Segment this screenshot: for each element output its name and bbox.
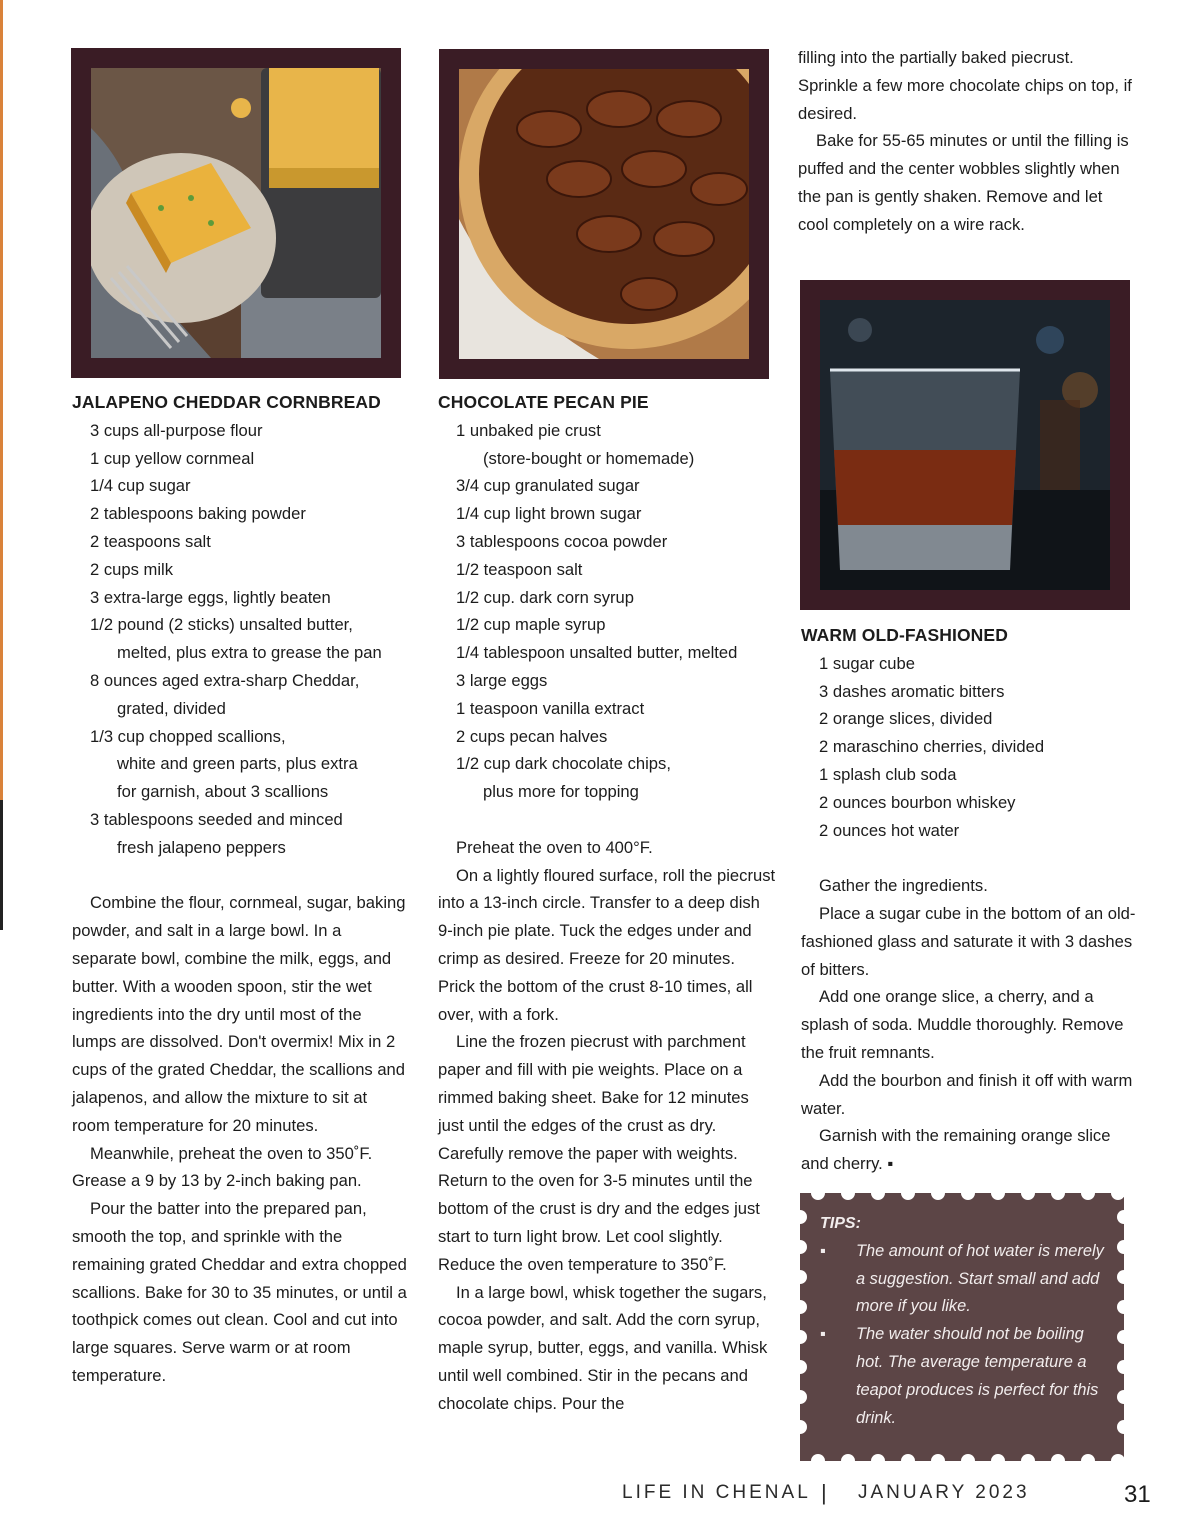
oldfashioned-ingredients (801, 650, 1136, 845)
ingredient: 2 cups milk (90, 559, 173, 579)
pie-step-cont-1: filling into the partially baked piecrust. Sprinkle a few more chocolate chips on top, if desired. (798, 48, 1132, 123)
ingredient: 8 ounces aged extra-sharp Cheddar, grated, divided (90, 670, 360, 718)
cornbread-recipe (72, 389, 407, 1390)
pie-step-4: In a large bowl, whisk together the sugars, cocoa powder, and salt. Add the corn syrup, maple syrup, butter, eggs, and vanilla. Whisk until well combined. Stir in the pecans and chocolate chips. Pour the (438, 1282, 768, 1413)
old-fashioned-image (820, 300, 1110, 590)
cornbread-photo (71, 48, 401, 378)
tip-item: ▪ The water should not be boiling hot. The average temperature a teapot produces is perfect for this drink. (820, 1321, 1104, 1432)
ingredient: 3 dashes aromatic bitters (819, 681, 1005, 701)
cornbread-step-2: Meanwhile, preheat the oven to 350˚F. Grease a 9 by 13 by 2-inch baking pan. (72, 1143, 373, 1191)
ingredient: 1 cup yellow cornmeal (90, 448, 255, 468)
cornbread-title: JALAPENO CHEDDAR CORNBREAD (72, 392, 381, 412)
ingredient: 3 tablespoons seeded and minced fresh jalapeno peppers (90, 809, 343, 857)
page-number: 31 (1124, 1481, 1151, 1508)
ingredient: 3 tablespoons cocoa powder (456, 531, 668, 551)
oldfashioned-step-5: Garnish with the remaining orange slice and cherry. ▪ (801, 1126, 1111, 1174)
cornbread-ingredients (72, 417, 407, 862)
footer-magazine: LIFE IN CHENAL (622, 1482, 811, 1503)
pie-step-2: On a lightly floured surface, roll the piecrust into a 13-inch circle. Transfer to a deep dish 9-inch pie plate. Tuck the edges under and crimp as desired. Freeze for 20 minutes. Prick the bottom of the crust 8-10 times, all over, with a fork. (438, 865, 776, 1024)
ingredient: 2 cups pecan halves (456, 726, 608, 746)
pecan-pie-recipe (438, 389, 776, 1417)
ingredient: 2 ounces hot water (819, 820, 960, 840)
pie-ingredients (438, 417, 776, 806)
ingredient: 2 tablespoons baking powder (90, 504, 306, 524)
ingredient: 1/2 cup maple syrup (456, 615, 606, 635)
page-edge-dark (0, 800, 3, 930)
old-fashioned-photo (800, 280, 1130, 610)
ingredient: 1/2 pound (2 sticks) unsalted butter, melted, plus extra to grease the pan (90, 615, 382, 663)
oldfashioned-step-3: Add one orange slice, a cherry, and a splash of soda. Muddle thoroughly. Remove the fruit remnants. (801, 987, 1124, 1062)
ingredient: 1 sugar cube (819, 653, 915, 673)
footer-date: JANUARY 2023 (858, 1482, 1030, 1503)
pie-step-3: Line the frozen piecrust with parchment paper and fill with pie weights. Place on a rimmed baking sheet. Bake for 12 minutes just until the edges of the crust as dry. Carefully remove the paper with weights. Return to the oven for 3-5 minutes until the bottom of the crust is dry and the edges just start to turn light brow. Let cool slightly. Reduce the oven temperature to 350˚F. (438, 1032, 760, 1274)
pie-steps-continued (798, 44, 1133, 239)
cornbread-steps (72, 889, 407, 1389)
pie-steps (438, 834, 776, 1418)
ingredient: 2 orange slices, divided (819, 709, 993, 729)
oldfashioned-step-4: Add the bourbon and finish it off with warm water. (801, 1070, 1133, 1118)
pecan-pie-image (459, 69, 749, 359)
ingredient: 3 extra-large eggs, lightly beaten (90, 587, 331, 607)
ingredient: 3/4 cup granulated sugar (456, 476, 640, 496)
tip-item: ▪ The amount of hot water is merely a suggestion. Start small and add more if you like. (820, 1238, 1104, 1321)
pie-step-cont-2: Bake for 55-65 minutes or until the filling is puffed and the center wobbles slightly when the pan is gently shaken. Remove and let cool completely on a wire rack. (798, 131, 1129, 234)
cornbread-step-3: Pour the batter into the prepared pan, smooth the top, and sprinkle with the remaining grated Cheddar and extra chopped scallions. Bake for 30 to 35 minutes, or until a toothpick comes out clean. Cool and cut into large squares. Serve warm or at room temperature. (72, 1199, 407, 1385)
pecan-pie-photo (439, 49, 769, 379)
cornbread-step-1: Combine the flour, cornmeal, sugar, baking powder, and salt in a large bowl. In a separate bowl, combine the milk, eggs, and butter. With a wooden spoon, stir the wet ingredients into the dry until most of the lumps are dissolved. Don't overmix! Mix in 2 cups of the grated Cheddar, the scallions and jalapenos, and allow the mixture to sit at room temperature for 20 minutes. (72, 893, 406, 1135)
ingredient: 1/4 tablespoon unsalted butter, melted (456, 643, 738, 663)
ingredient: 1/2 cup. dark corn syrup (456, 587, 635, 607)
ingredient: 2 teaspoons salt (90, 531, 211, 551)
oldfashioned-title: WARM OLD-FASHIONED (801, 625, 1008, 645)
ingredient: 1 teaspoon vanilla extract (456, 698, 645, 718)
old-fashioned-recipe (801, 622, 1136, 1178)
bullet-icon: ▪ (820, 1241, 826, 1260)
ingredient: 3 cups all-purpose flour (90, 420, 263, 440)
oldfashioned-steps (801, 872, 1136, 1178)
tips-box (800, 1193, 1124, 1461)
ingredient: 1/2 teaspoon salt (456, 559, 583, 579)
ingredient: 1/4 cup light brown sugar (456, 504, 642, 524)
bullet-icon: ▪ (820, 1325, 826, 1344)
ingredient: 1 splash club soda (819, 764, 957, 784)
pie-step-1: Preheat the oven to 400°F. (456, 837, 653, 857)
footer-separator: | (821, 1480, 827, 1505)
ingredient: 2 maraschino cherries, divided (819, 737, 1045, 757)
cornbread-image (91, 68, 381, 358)
ingredient: 1/4 cup sugar (90, 476, 191, 496)
ingredient: 1/2 cup dark chocolate chips, plus more for topping (456, 754, 671, 802)
ingredient: 2 ounces bourbon whiskey (819, 792, 1016, 812)
oldfashioned-step-1: Gather the ingredients. (819, 876, 988, 896)
tips-list (820, 1238, 1104, 1433)
ingredient: 1 unbaked pie crust (store-bought or homemade) (456, 420, 695, 468)
page-edge-accent (0, 0, 3, 800)
tips-title: TIPS: (820, 1215, 861, 1232)
ingredient: 1/3 cup chopped scallions, white and green parts, plus extra for garnish, about 3 scallions (90, 726, 358, 802)
ingredient: 3 large eggs (456, 670, 548, 690)
oldfashioned-step-2: Place a sugar cube in the bottom of an old-fashioned glass and saturate it with 3 dashes of bitters. (801, 903, 1136, 979)
pie-title: CHOCOLATE PECAN PIE (438, 392, 649, 412)
